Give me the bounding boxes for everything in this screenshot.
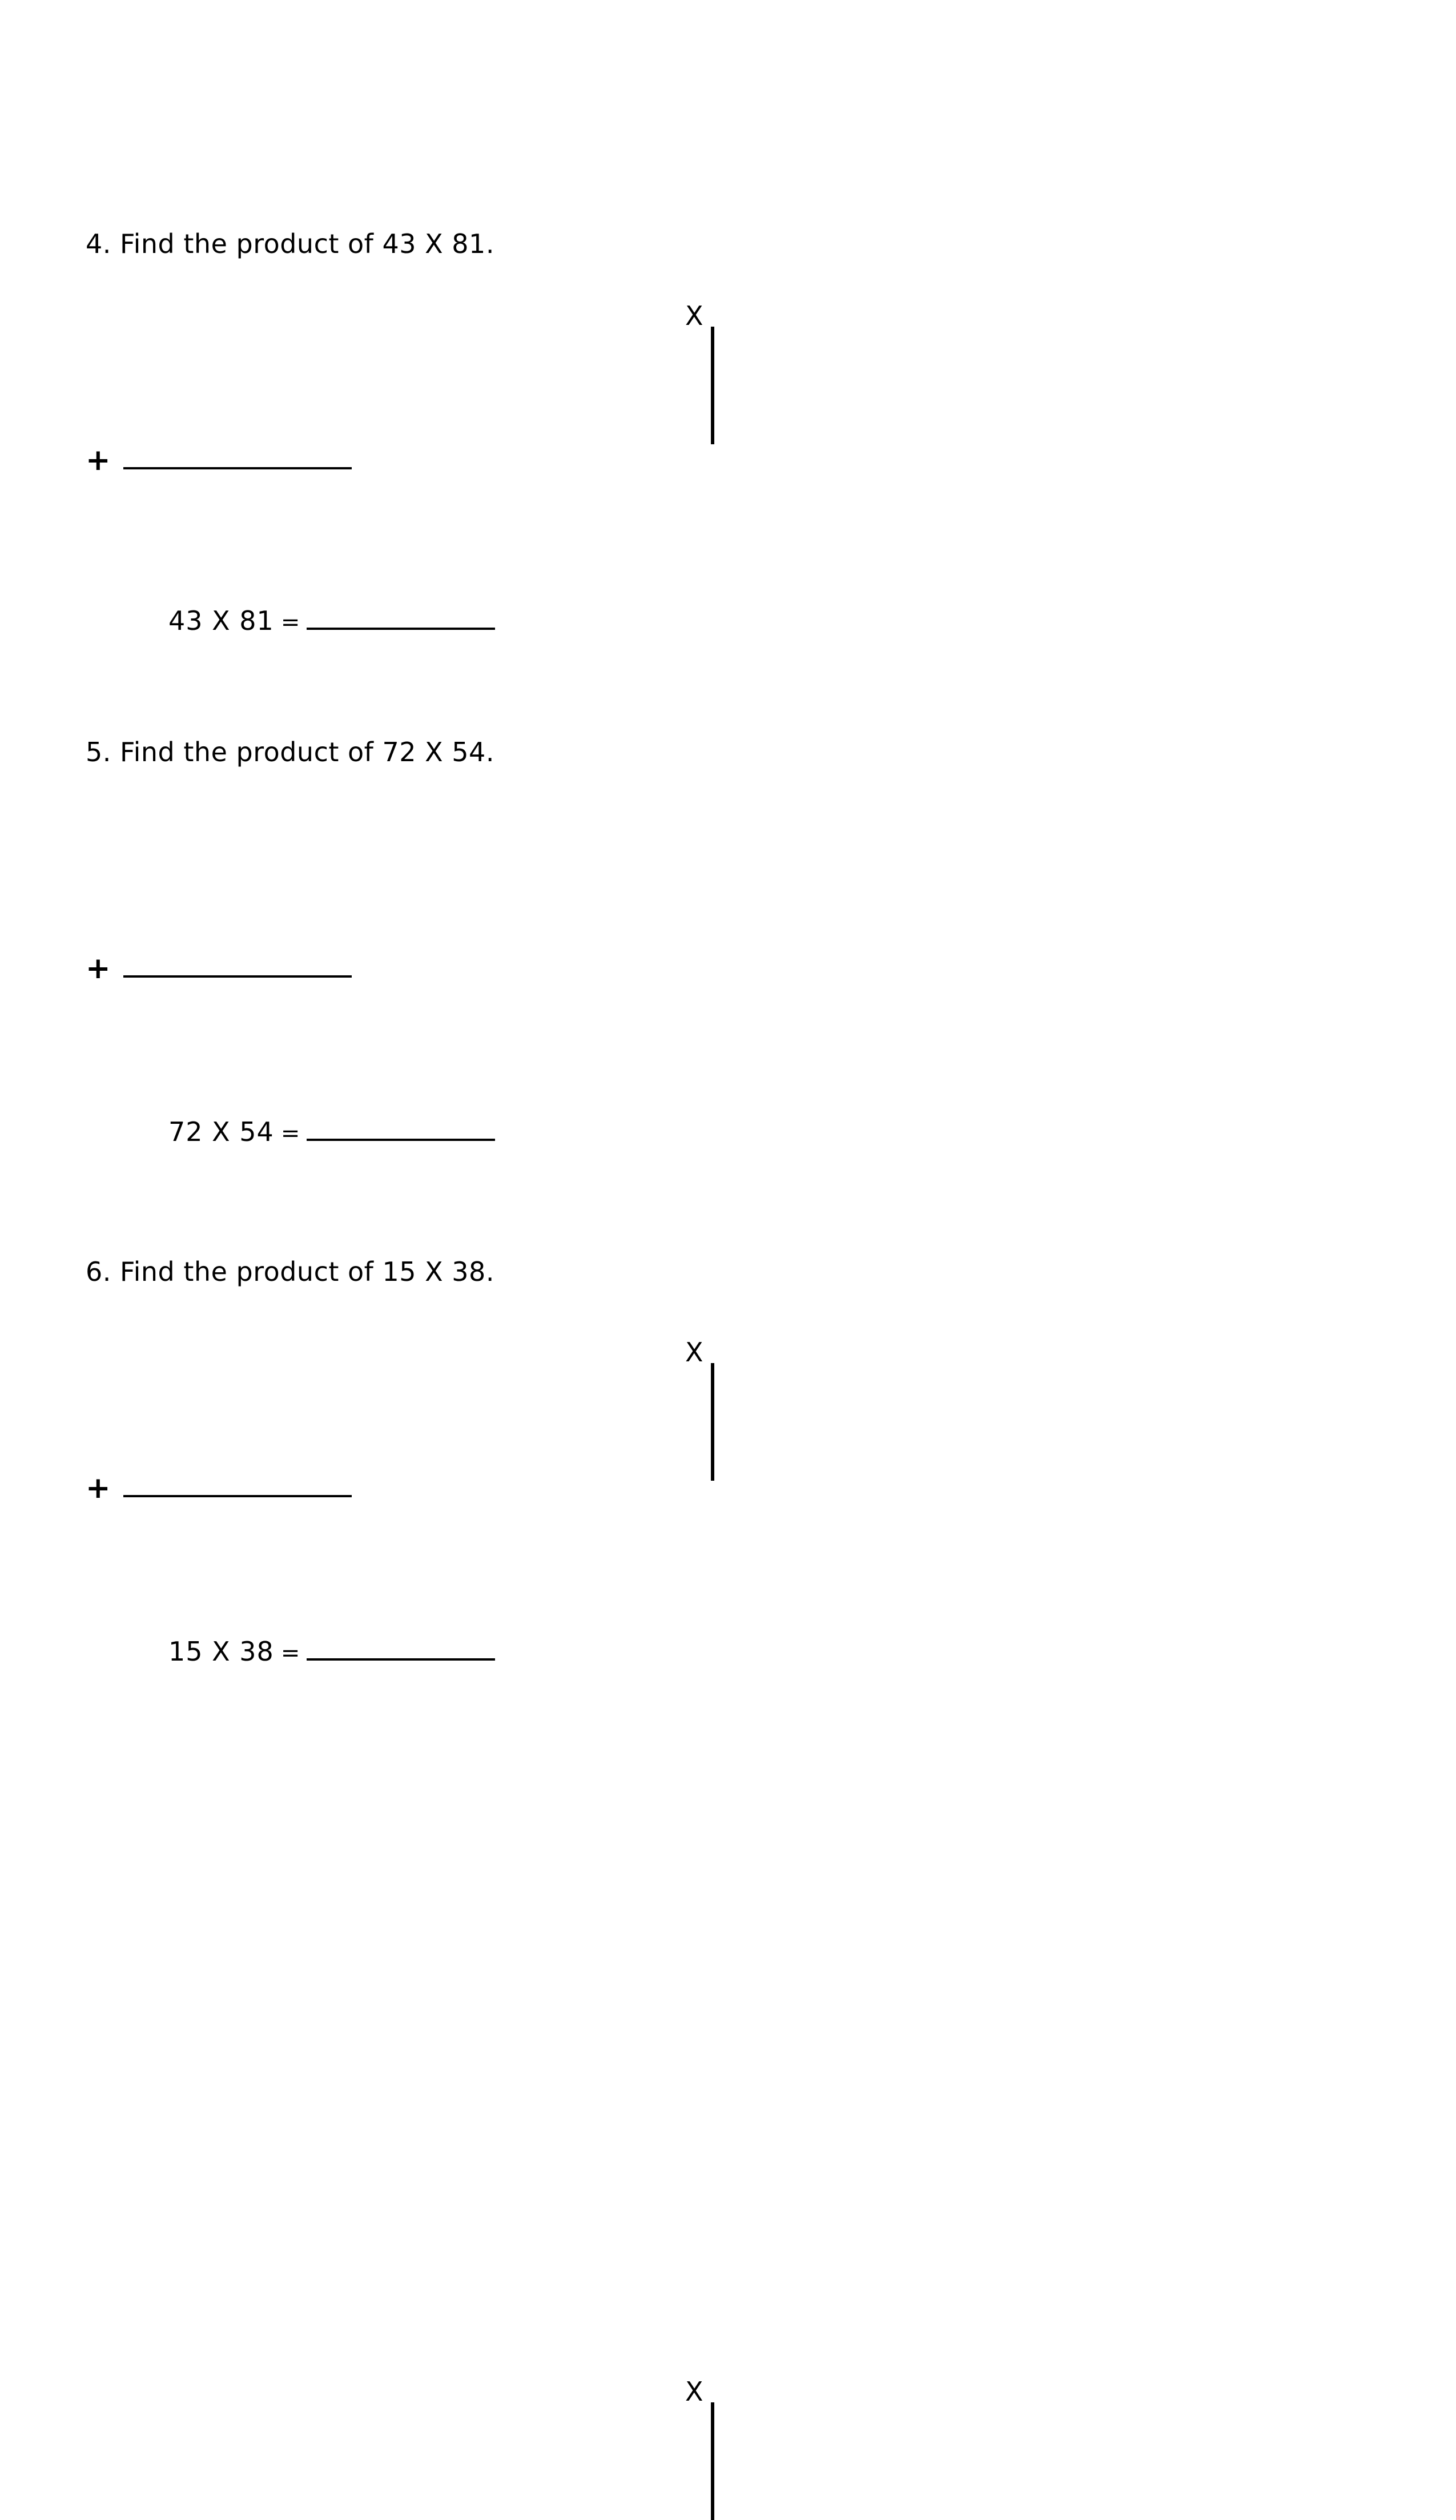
- table-row: [711, 1422, 714, 1480]
- problem-prompt: 5. Find the product of 72 X 54.: [86, 737, 494, 767]
- equation-expression: 15 X 38: [168, 1636, 274, 1667]
- equation-expression: 72 X 54: [168, 1116, 274, 1147]
- box-method-table: [711, 1363, 714, 1481]
- problem-prompt: 6. Find the product of 15 X 38.: [86, 1256, 494, 1287]
- partial-products-sum-area: [86, 1473, 352, 1503]
- table-row: [711, 327, 714, 385]
- equation-line: [168, 1116, 495, 1147]
- table-row: [711, 385, 714, 444]
- sum-answer-line[interactable]: [123, 1495, 352, 1497]
- plus-sign: +: [86, 443, 111, 477]
- table-row: [711, 2403, 714, 2461]
- product-answer-blank[interactable]: [307, 1118, 495, 1141]
- plus-sign: +: [86, 951, 111, 986]
- sum-answer-line[interactable]: [123, 975, 352, 978]
- equals-sign: =: [280, 1640, 300, 1666]
- box-method-table: [711, 327, 714, 444]
- equals-sign: =: [280, 1120, 300, 1147]
- equals-sign: =: [280, 609, 300, 636]
- multiplication-x-label: X: [685, 300, 703, 331]
- grid-cell[interactable]: [713, 1364, 714, 1422]
- grid-cell[interactable]: [713, 327, 714, 385]
- equation-expression: 43 X 81: [168, 605, 274, 636]
- grid-cell[interactable]: [713, 385, 714, 444]
- box-method-table: [711, 2402, 714, 2520]
- equation-line: [168, 1636, 495, 1667]
- partial-products-sum-area: [86, 445, 352, 475]
- product-answer-blank[interactable]: [307, 1638, 495, 1661]
- multiplication-x-label: X: [685, 2376, 703, 2407]
- partial-products-sum-area: [86, 951, 352, 986]
- multiplication-x-label: X: [685, 1337, 703, 1368]
- plus-sign: +: [86, 1471, 111, 1505]
- grid-cell[interactable]: [713, 2461, 714, 2519]
- problem-prompt: 4. Find the product of 43 X 81.: [86, 228, 494, 259]
- grid-cell[interactable]: [713, 2403, 714, 2461]
- table-row: [711, 2461, 714, 2519]
- sum-answer-line[interactable]: [123, 467, 352, 469]
- equation-line: [168, 605, 495, 636]
- grid-cell[interactable]: [713, 1422, 714, 1480]
- product-answer-blank[interactable]: [307, 607, 495, 630]
- table-row: [711, 1364, 714, 1422]
